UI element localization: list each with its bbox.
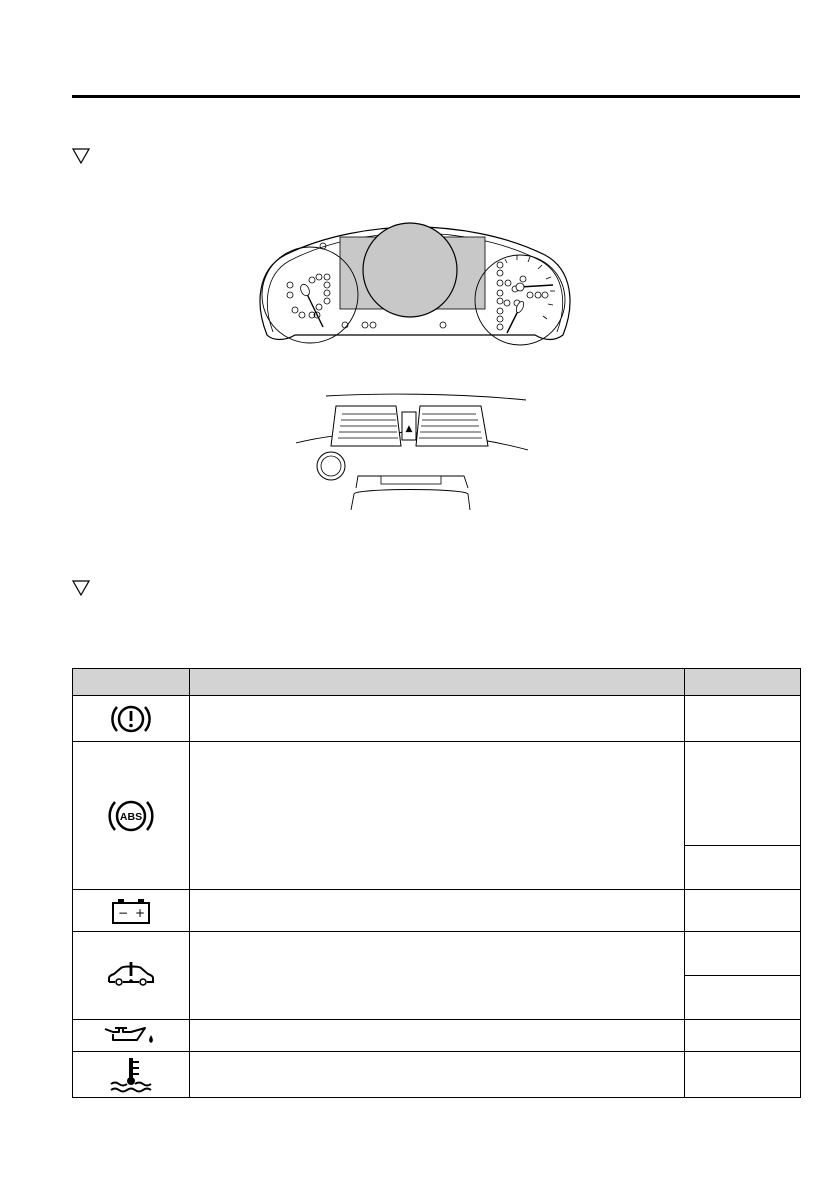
table-row: [73, 1052, 801, 1098]
description-cell: [190, 696, 685, 742]
page-cell: [685, 1020, 801, 1052]
brake-system-warning-icon: [107, 699, 155, 739]
description-cell: [190, 1052, 685, 1098]
page-cell: [685, 742, 801, 846]
description-cell: [190, 890, 685, 932]
description-cell: [190, 932, 685, 1020]
page-cell: [685, 1052, 801, 1098]
center-dashboard-illustration: [296, 388, 528, 510]
icon-cell: [73, 1020, 190, 1052]
triangle-outline-icon: [72, 580, 90, 596]
triangle-outline-icon: [72, 148, 90, 164]
description-cell: [190, 1020, 685, 1052]
abs-warning-icon: [103, 792, 159, 840]
icon-cell: [73, 1052, 190, 1098]
battery-plus: +: [134, 905, 146, 920]
table-row: [73, 1020, 801, 1052]
icon-cell: [73, 932, 190, 1020]
icon-cell: [73, 890, 190, 932]
table-header-row: [73, 669, 801, 696]
page-cell: [685, 932, 801, 976]
battery-minus: −: [117, 905, 129, 920]
master-warning-car-icon: [103, 958, 159, 994]
page-cell: [685, 696, 801, 742]
table-row: [73, 742, 801, 846]
oil-pressure-warning-icon: [101, 1023, 161, 1049]
table-row: [73, 932, 801, 976]
description-cell: [190, 742, 685, 890]
page-cell: [685, 890, 801, 932]
hazard-symbol: ▲: [405, 424, 413, 434]
icon-cell: [73, 696, 190, 742]
header-page: [685, 669, 801, 696]
abs-label: ABS: [119, 810, 143, 823]
top-rule: [72, 95, 800, 98]
page-cell: [685, 846, 801, 890]
instrument-cluster-illustration: [255, 215, 575, 347]
table-row: [73, 890, 801, 932]
page-cell: [685, 976, 801, 1020]
header-signal: [73, 669, 190, 696]
battery-charging-warning-icon: [107, 895, 155, 927]
coolant-temperature-warning-icon: [103, 1054, 159, 1096]
warning-light-table: [72, 668, 801, 1098]
table-row: [73, 696, 801, 742]
header-description: [190, 669, 685, 696]
icon-cell: [73, 742, 190, 890]
